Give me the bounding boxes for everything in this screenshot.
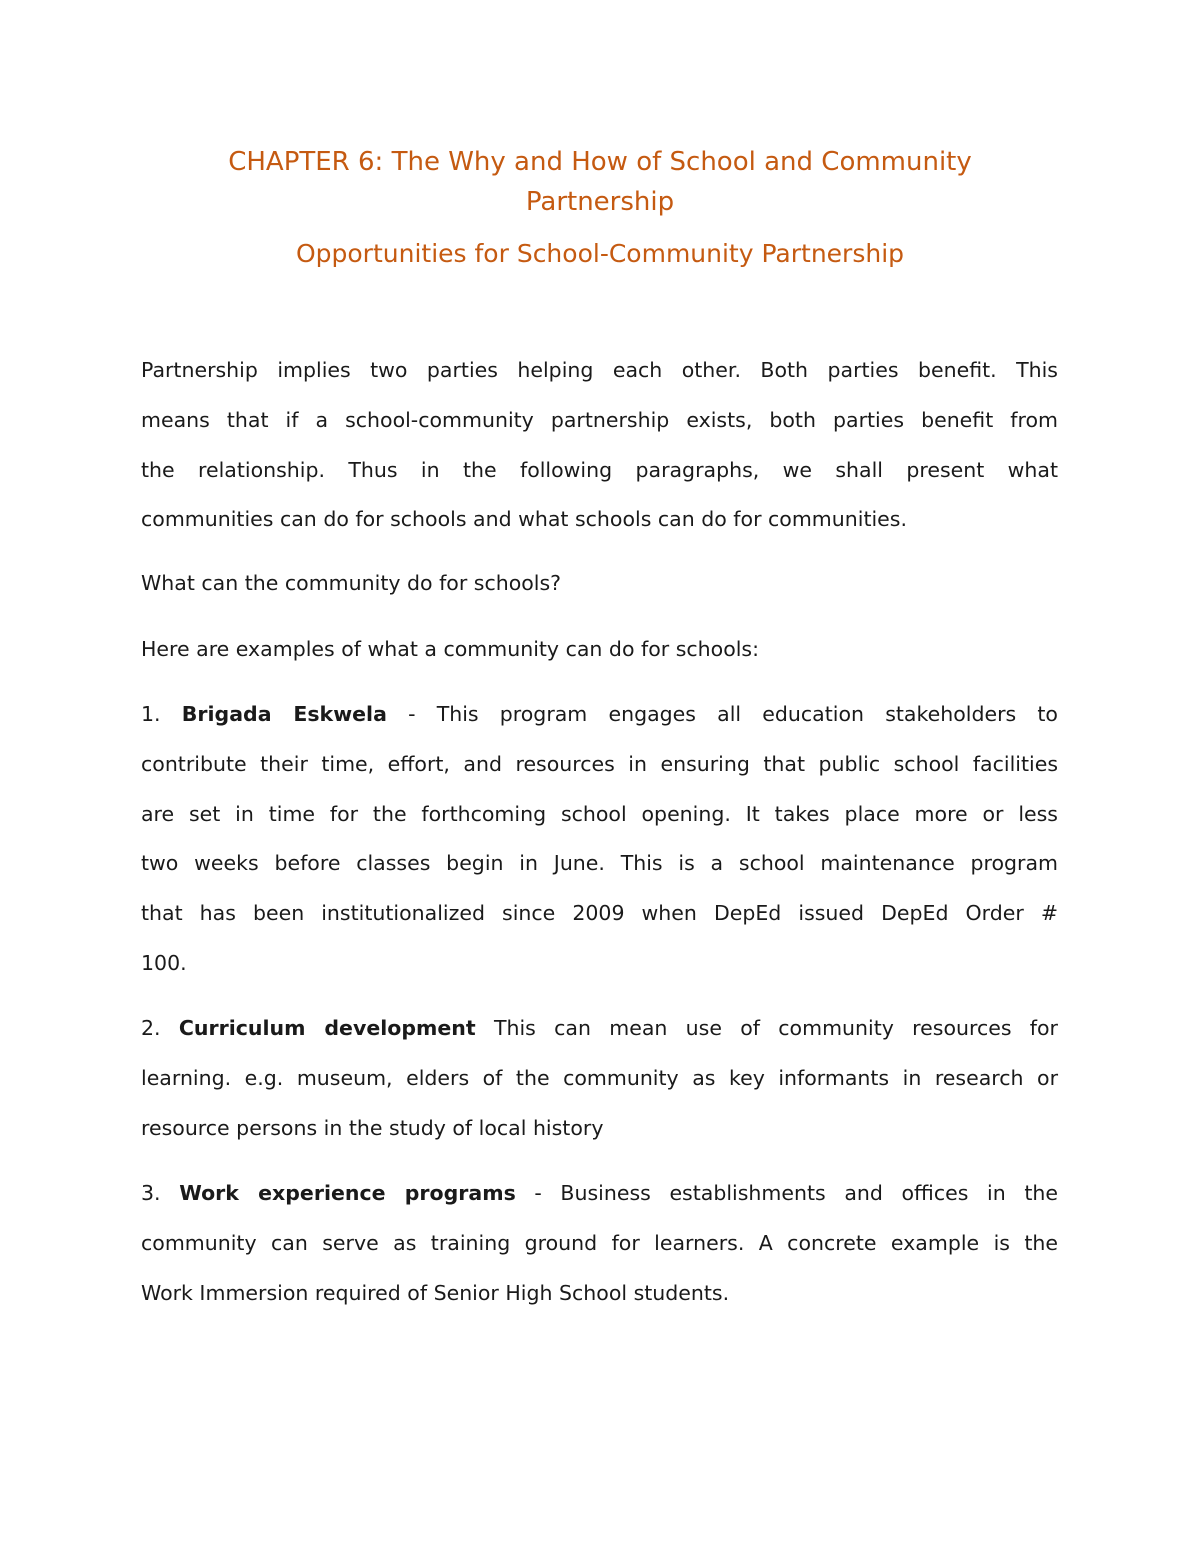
intro-line: means that if a school-community partnership exists, both parties benefit from: [141, 407, 1058, 432]
list-item-line: Work Immersion required of Senior High School students.: [141, 1280, 730, 1305]
list-item-line: two weeks before classes begin in June. This is a school maintenance program: [141, 851, 1058, 876]
section-title: Opportunities for School-Community Partnership: [295, 239, 905, 268]
chapter-title-text: CHAPTER 6: The Why and How of School and Community Partnership: [228, 147, 972, 217]
list-item-text: This can mean use of community resources for: [475, 1016, 1058, 1040]
list-item-first-line: [141, 1169, 1058, 1219]
intro-line: communities can do for schools and what schools can do for communities.: [141, 507, 907, 532]
list-item-line: are set in time for the forthcoming school opening. It takes place more or less: [141, 801, 1058, 826]
list-item-first-line: [141, 690, 1058, 740]
intro-line: the relationship. Thus in the following paragraphs, we shall present what: [141, 457, 1058, 482]
list-item-text: - Business establishments and offices in the: [515, 1181, 1058, 1205]
examples-intro-paragraph: Here are examples of what a community can do for schools:: [141, 637, 760, 661]
list-item-term: Work experience programs: [179, 1181, 516, 1205]
list-item-number: 3.: [141, 1181, 161, 1205]
list-item-line: learning. e.g. museum, elders of the community as key informants in research or: [141, 1065, 1058, 1090]
list-item-line: contribute their time, effort, and resources in ensuring that public school facilities: [141, 751, 1058, 776]
list-item-line: resource persons in the study of local history: [141, 1115, 604, 1140]
list-item-number: 2.: [141, 1016, 161, 1040]
list-item-text: - This program engages all education stakeholders to: [386, 702, 1058, 726]
list-item-line: that has been institutionalized since 2009 when DepEd issued DepEd Order #: [141, 901, 1058, 926]
chapter-title: [150, 142, 1050, 222]
list-item-number: 1.: [141, 702, 161, 726]
list-item-term: Curriculum development: [178, 1016, 476, 1040]
list-item-term: Brigada Eskwela: [181, 702, 387, 726]
list-item: [141, 690, 1058, 989]
list-item-line: community can serve as training ground for learners. A concrete example is the: [141, 1230, 1058, 1255]
list-item: [141, 1169, 1058, 1318]
list-item-first-line: [141, 1004, 1058, 1054]
list-item: [141, 1004, 1058, 1153]
intro-line: Partnership implies two parties helping each other. Both parties benefit. This: [141, 358, 1058, 382]
question-paragraph: What can the community do for schools?: [141, 571, 562, 595]
intro-paragraph: [141, 346, 1058, 545]
list-item-line: 100.: [141, 950, 187, 975]
